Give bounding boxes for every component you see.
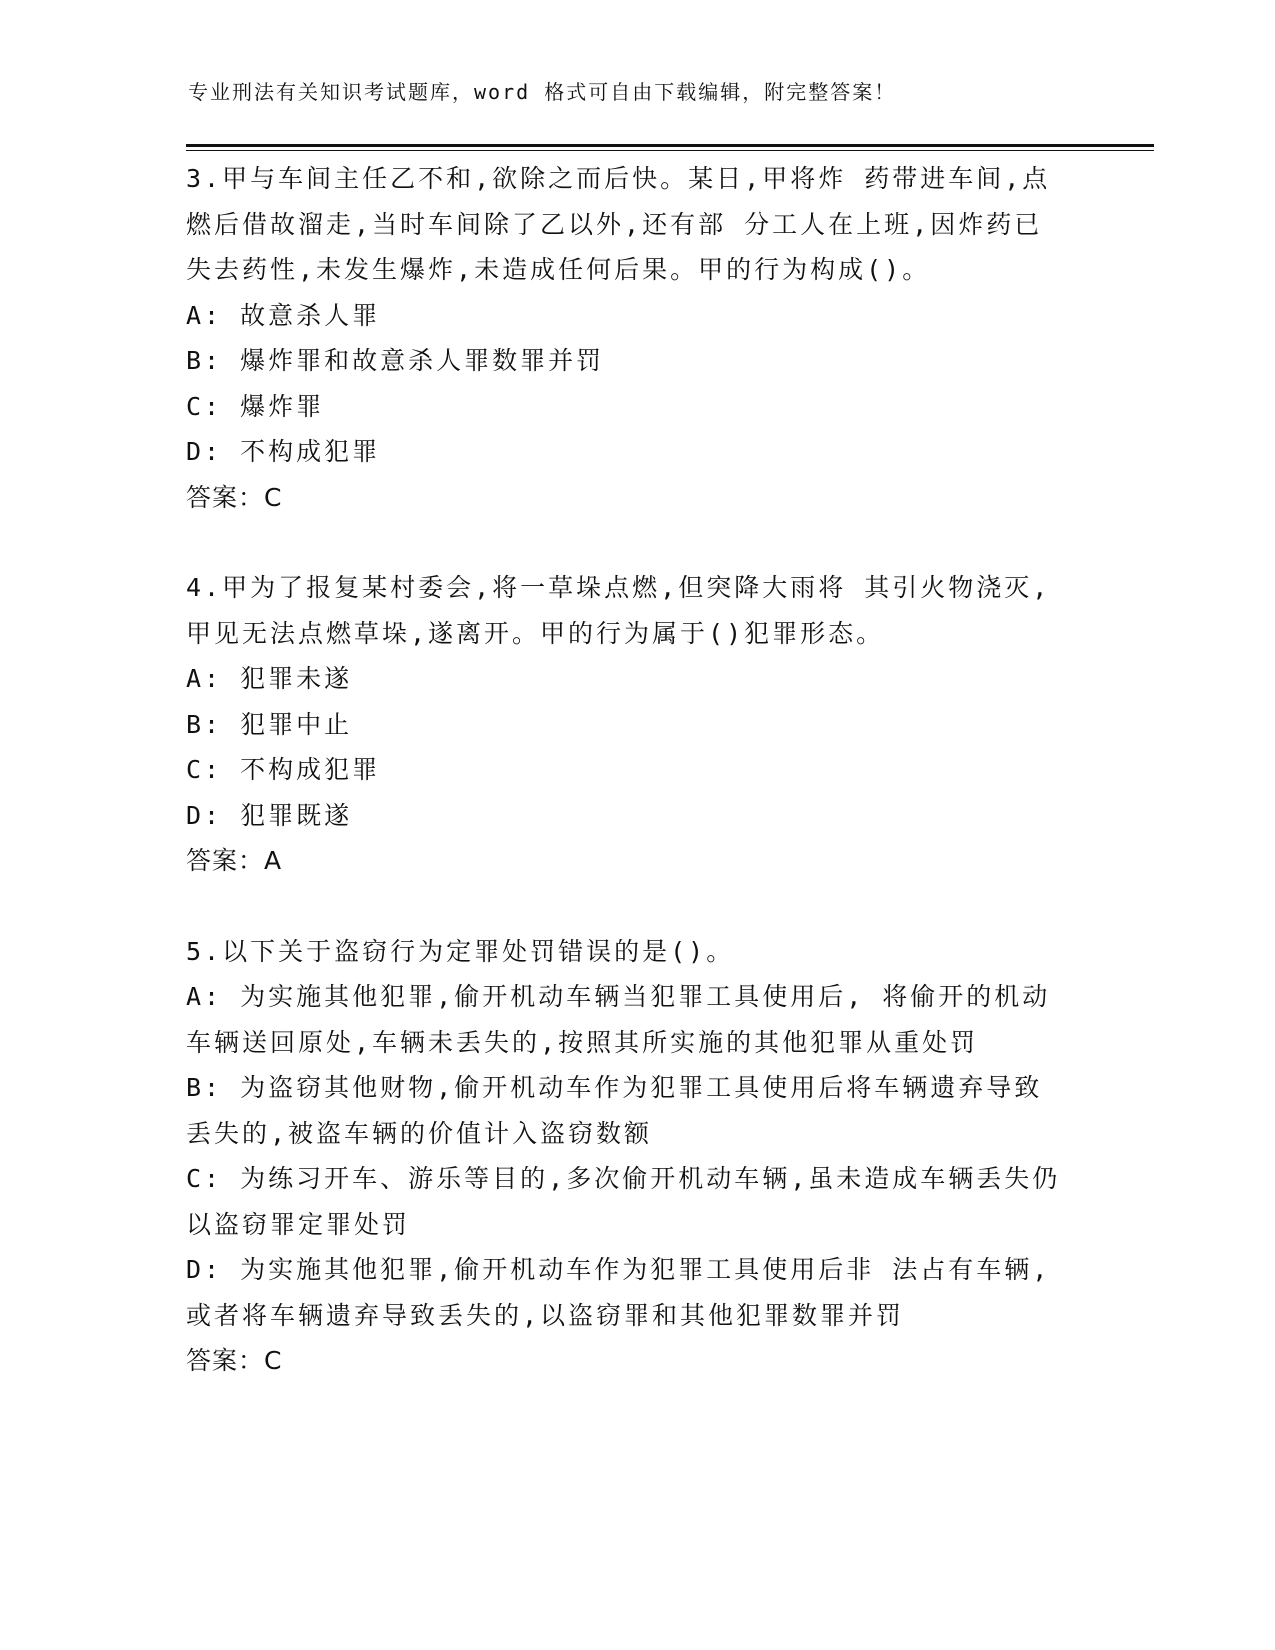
question-stem-line: 燃后借故溜走,当时车间除了乙以外,还有部 分工人在上班,因炸药已 <box>186 209 1043 239</box>
option-b: B: 犯罪中止 <box>186 709 353 739</box>
question-list <box>186 156 1086 1384</box>
option-c: C: 为练习开车、游乐等目的,多次偷开机动车辆,虽未造成车辆丢失仍 <box>186 1164 1061 1193</box>
question-4 <box>186 565 1086 884</box>
question-stem-line: 4.甲为了报复某村委会,将一草垛点燃,但突降大雨将 其引火物浇灭, <box>186 573 1051 602</box>
option-c: C: 不构成犯罪 <box>186 755 381 784</box>
question-stem-line: 失去药性,未发生爆炸,未造成任何后果。甲的行为构成()。 <box>186 255 931 284</box>
answer-line: 答案：C <box>186 482 283 512</box>
header-rule-thick <box>186 144 1154 147</box>
option-d-continued: 或者将车辆遗弃导致丢失的,以盗窃罪和其他犯罪数罪并罚 <box>186 1300 905 1330</box>
page-header: 专业刑法有关知识考试题库，word 格式可自由下载编辑，附完整答案！ <box>188 80 897 104</box>
question-spacer <box>186 520 1086 565</box>
question-spacer <box>186 884 1086 929</box>
answer-line: 答案：A <box>186 846 283 875</box>
option-d: D: 为实施其他犯罪,偷开机动车作为犯罪工具使用后非 法占有车辆, <box>186 1255 1051 1284</box>
option-a-continued: 车辆送回原处,车辆未丢失的,按照其所实施的其他犯罪从重处罚 <box>186 1027 979 1057</box>
option-d: D: 犯罪既遂 <box>186 800 353 830</box>
question-5 <box>186 929 1086 1384</box>
question-3 <box>186 156 1086 520</box>
option-a: A: 故意杀人罪 <box>186 300 381 330</box>
option-b: B: 爆炸罪和故意杀人罪数罪并罚 <box>186 346 605 375</box>
option-c: C: 爆炸罪 <box>186 391 325 421</box>
option-a: A: 为实施其他犯罪,偷开机动车辆当犯罪工具使用后, 将偷开的机动 <box>186 982 1051 1011</box>
question-stem-line: 3.甲与车间主任乙不和,欲除之而后快。某日,甲将炸 药带进车间,点 <box>186 164 1051 193</box>
option-a: A: 犯罪未遂 <box>186 664 353 693</box>
option-c-continued: 以盗窃罪定罪处罚 <box>186 1209 411 1239</box>
header-rule-thin <box>186 150 1154 151</box>
option-b-continued: 丢失的,被盗车辆的价值计入盗窃数额 <box>186 1118 653 1148</box>
option-b: B: 为盗窃其他财物,偷开机动车作为犯罪工具使用后将车辆遗弃导致 <box>186 1073 1043 1102</box>
question-stem-line: 甲见无法点燃草垛,遂离开。甲的行为属于()犯罪形态。 <box>186 618 885 648</box>
option-d: D: 不构成犯罪 <box>186 437 381 466</box>
answer-line: 答案：C <box>186 1346 283 1375</box>
question-stem-line: 5.以下关于盗窃行为定罪处罚错误的是()。 <box>186 936 735 966</box>
